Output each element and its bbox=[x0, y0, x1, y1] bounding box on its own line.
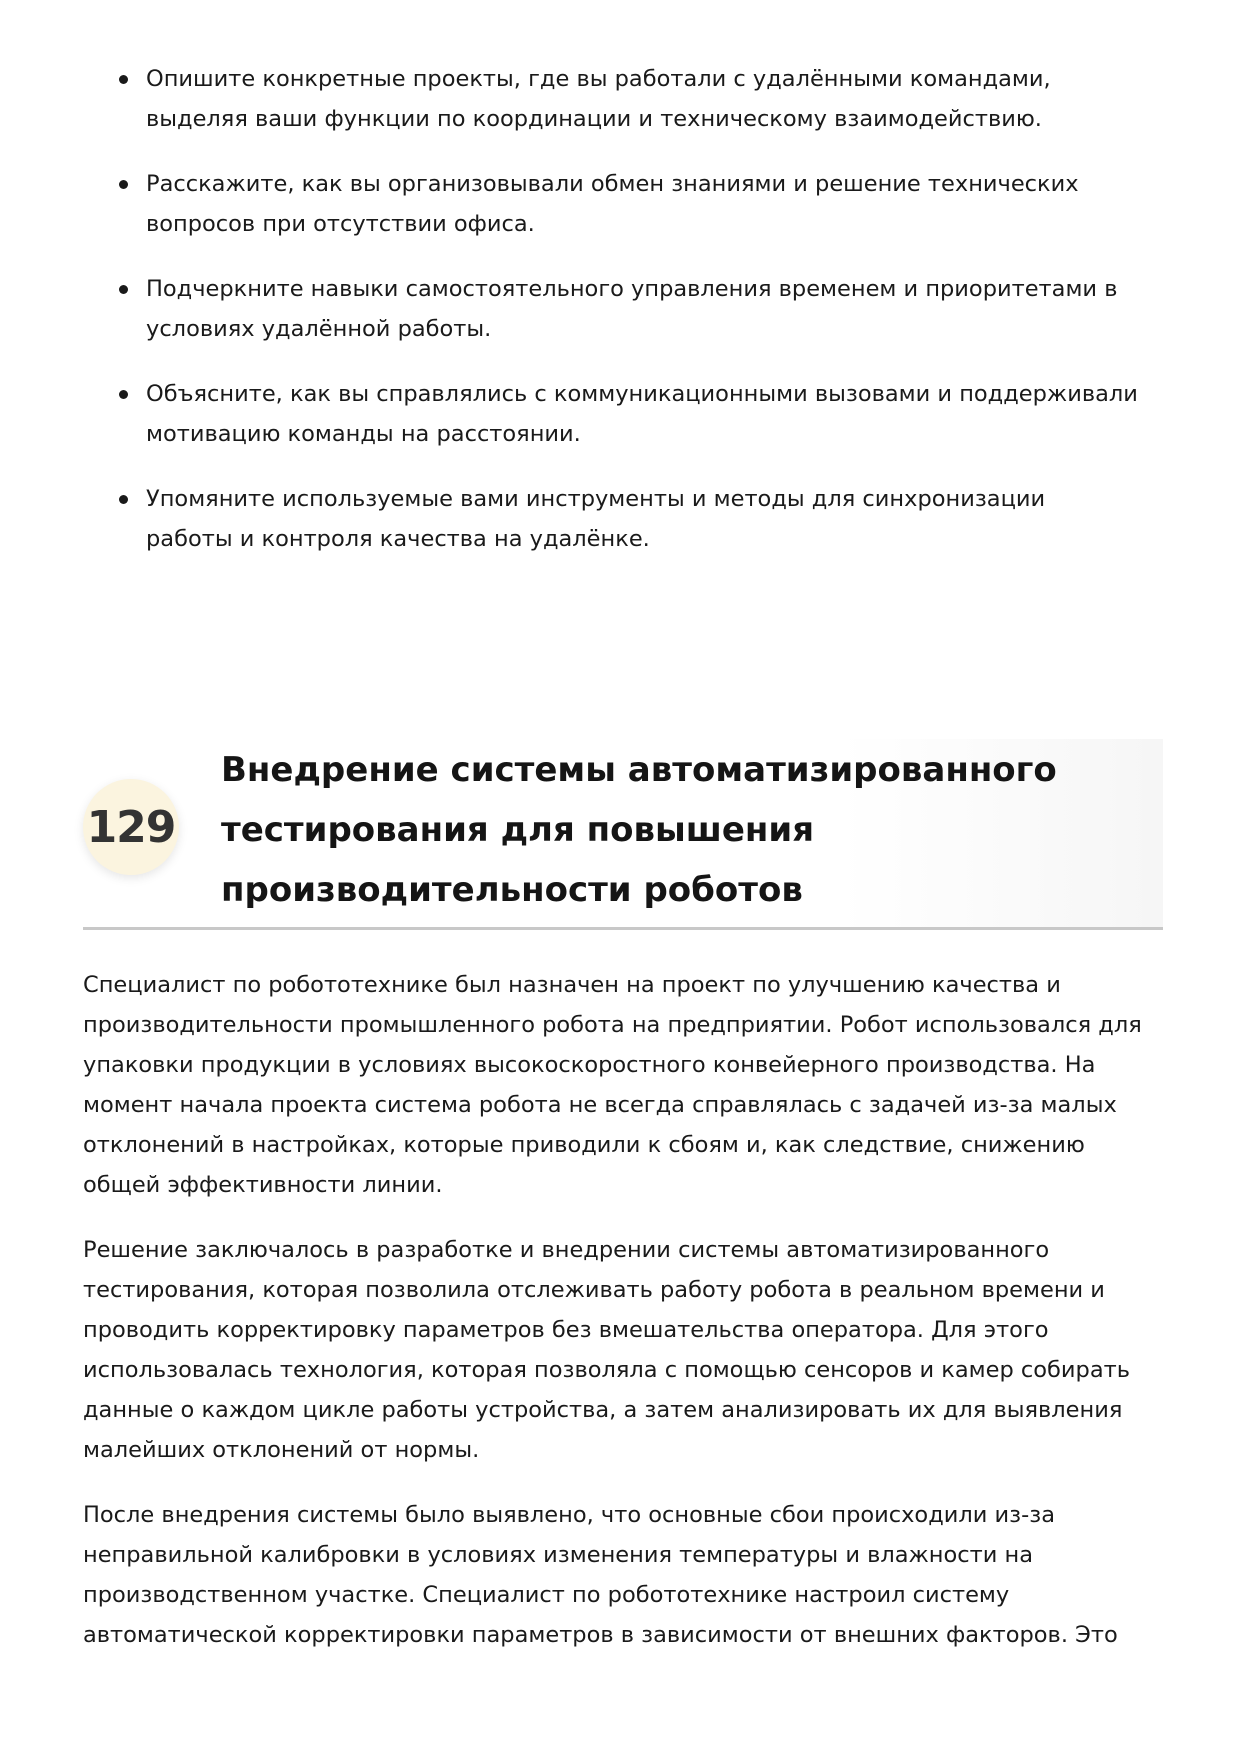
bullet-item: Опишите конкретные проекты, где вы работали с удалёнными командами, выделяя ваши функции по координации и техническому взаимодействию. bbox=[118, 59, 1138, 139]
body-paragraph: Решение заключалось в разработке и внедрении системы автоматизированного тестирования, которая позволила отслеживать работу робота в реальном времени и проводить корректировку параметров без вмешательства оператора. Для этого использовалась технология, которая позволяла с помощью сенсоров и камер собирать данные о каждом цикле работы устройства, а затем анализировать их для выявления малейших отклонений от нормы. bbox=[83, 1237, 1130, 1463]
body-paragraph: Специалист по робототехнике был назначен на проект по улучшению качества и производительности промышленного робота на предприятии. Робот использовался для упаковки продукции в условиях высокоскоростного конвейерного производства. На момент начала проекта система робота не всегда справлялась с задачей из-за малых отклонений в настройках, которые приводили к сбоям и, как следствие, снижению общей эффективности линии. bbox=[83, 972, 1142, 1198]
bullet-item: Объясните, как вы справлялись с коммуникационными вызовами и поддерживали мотивацию команды на расстоянии. bbox=[118, 374, 1138, 454]
section-header bbox=[83, 739, 1163, 929]
section-body bbox=[83, 965, 1163, 1680]
bullet-item: Расскажите, как вы организовывали обмен знаниями и решение технических вопросов при отсутствии офиса. bbox=[118, 164, 1138, 244]
body-paragraph: После внедрения системы было выявлено, что основные сбои происходили из-за неправильной калибровки в условиях изменения температуры и влажности на производственном участке. Специалист по робототехнике настроил систему автоматической корректировки параметров в зависимости от внешних факторов. Это bbox=[83, 1502, 1118, 1648]
section-number-badge: 129 bbox=[83, 779, 179, 875]
bullet-item: Подчеркните навыки самостоятельного управления временем и приоритетами в условиях удалённой работы. bbox=[118, 269, 1138, 349]
tips-bullet-list bbox=[118, 59, 1138, 584]
bullet-item: Упомяните используемые вами инструменты и методы для синхронизации работы и контроля качества на удалёнке. bbox=[118, 479, 1138, 559]
section-title: Внедрение системы автоматизированного тестирования для повышения производительности роботов bbox=[221, 750, 1057, 910]
